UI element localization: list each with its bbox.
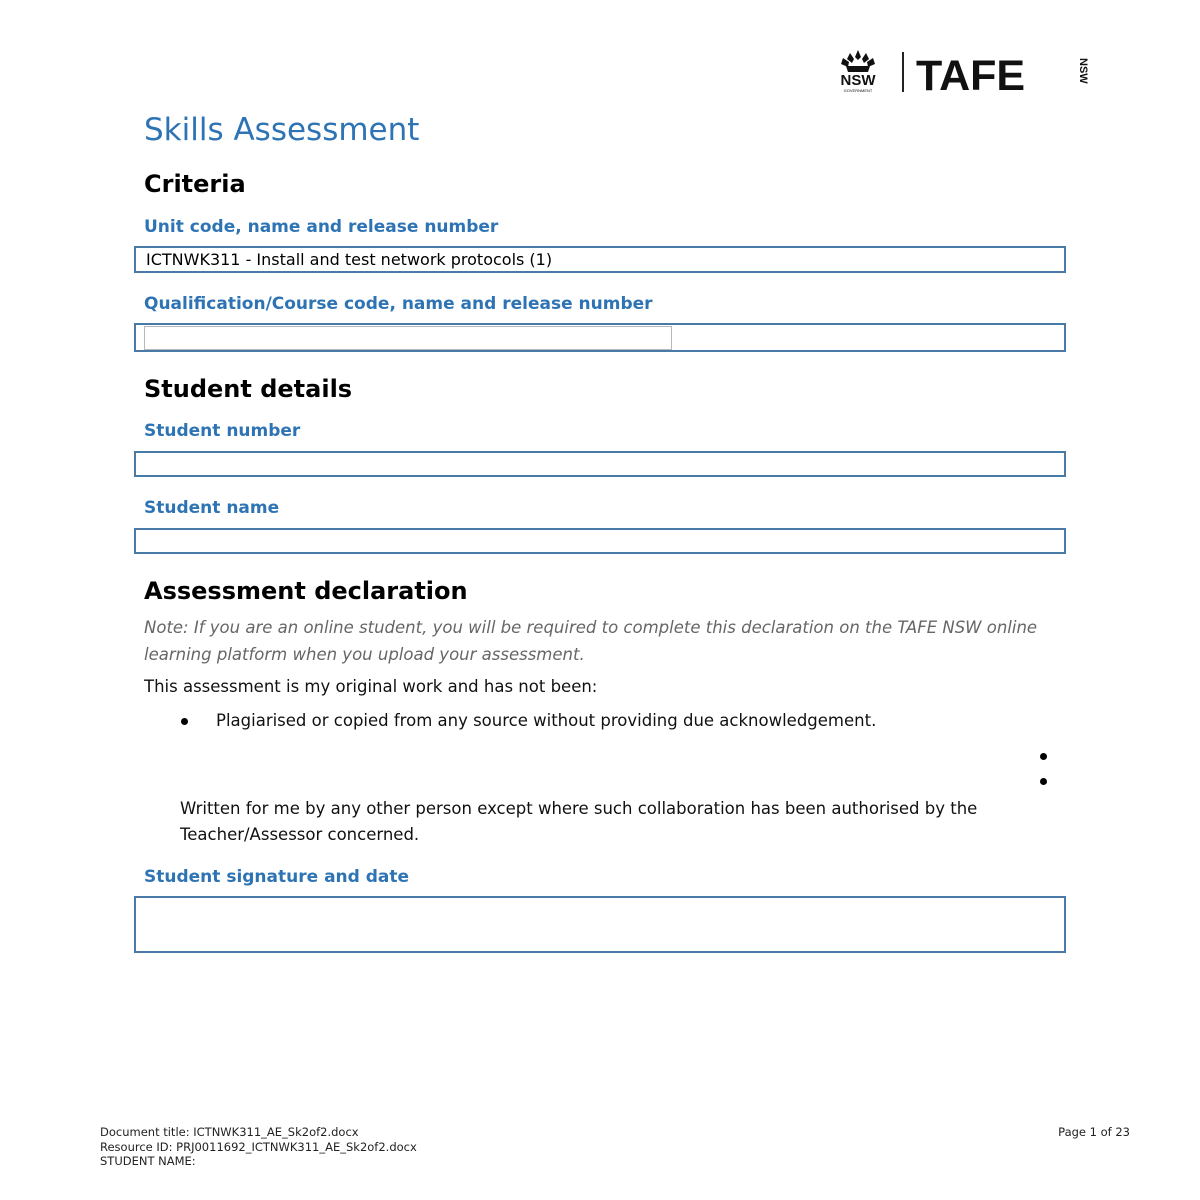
tafe-logo-suffix: NSW — [1077, 58, 1089, 84]
signature-field[interactable] — [134, 896, 1066, 953]
student-details-heading: Student details — [144, 375, 353, 403]
footer-resource-id: Resource ID: PRJ0011692_ICTNWK311_AE_Sk2of2.docx — [100, 1139, 417, 1154]
footer-student-name: STUDENT NAME: — [100, 1154, 196, 1168]
student-name-label: Student name — [144, 498, 280, 518]
declaration-paragraph — [180, 796, 1070, 848]
qualification-label: Qualification/Course code, name and release number — [144, 294, 653, 314]
logo-divider — [902, 52, 904, 92]
page-title: Skills Assessment — [144, 112, 420, 148]
footer-page-number: Page 1 of 23 — [1058, 1125, 1130, 1139]
declaration-paragraph-text: Written for me by any other person except where such collaboration has been authorised by the Teacher/Assessor concerned. — [180, 799, 978, 844]
bullet-icon — [1040, 753, 1047, 760]
declaration-bullet-1: Plagiarised or copied from any source without providing due acknowledgement. — [216, 711, 877, 730]
student-number-field[interactable] — [134, 451, 1066, 477]
footer-document-title: Document title: ICTNWK311_AE_Sk2of2.docx — [100, 1125, 359, 1139]
footer-info — [100, 1125, 417, 1169]
unit-code-value: ICTNWK311 - Install and test network protocols (1) — [146, 250, 553, 269]
declaration-note: Note: If you are an online student, you will be required to complete this declaration on the TAFE NSW online learning platform when you upload your assessment. — [144, 618, 1038, 664]
qualification-input[interactable] — [144, 326, 672, 350]
nsw-logo-text: NSW — [840, 72, 876, 89]
signature-label: Student signature and date — [144, 867, 410, 887]
qualification-field[interactable] — [134, 323, 1066, 352]
criteria-heading: Criteria — [144, 170, 246, 198]
tafe-nsw-logo — [916, 54, 1091, 96]
declaration-intro: This assessment is my original work and has not been: — [144, 677, 598, 696]
bullet-icon — [181, 718, 188, 725]
student-number-label: Student number — [144, 421, 301, 441]
unit-code-field[interactable] — [134, 246, 1066, 273]
unit-code-label: Unit code, name and release number — [144, 217, 499, 237]
student-name-field[interactable] — [134, 528, 1066, 554]
nsw-government-logo — [826, 48, 890, 94]
waratah-icon — [841, 50, 875, 72]
nsw-logo-subtext: GOVERNMENT — [843, 88, 873, 93]
declaration-heading: Assessment declaration — [144, 577, 468, 605]
tafe-logo-text: TAFE — [916, 54, 1026, 96]
bullet-icon — [1040, 778, 1047, 785]
